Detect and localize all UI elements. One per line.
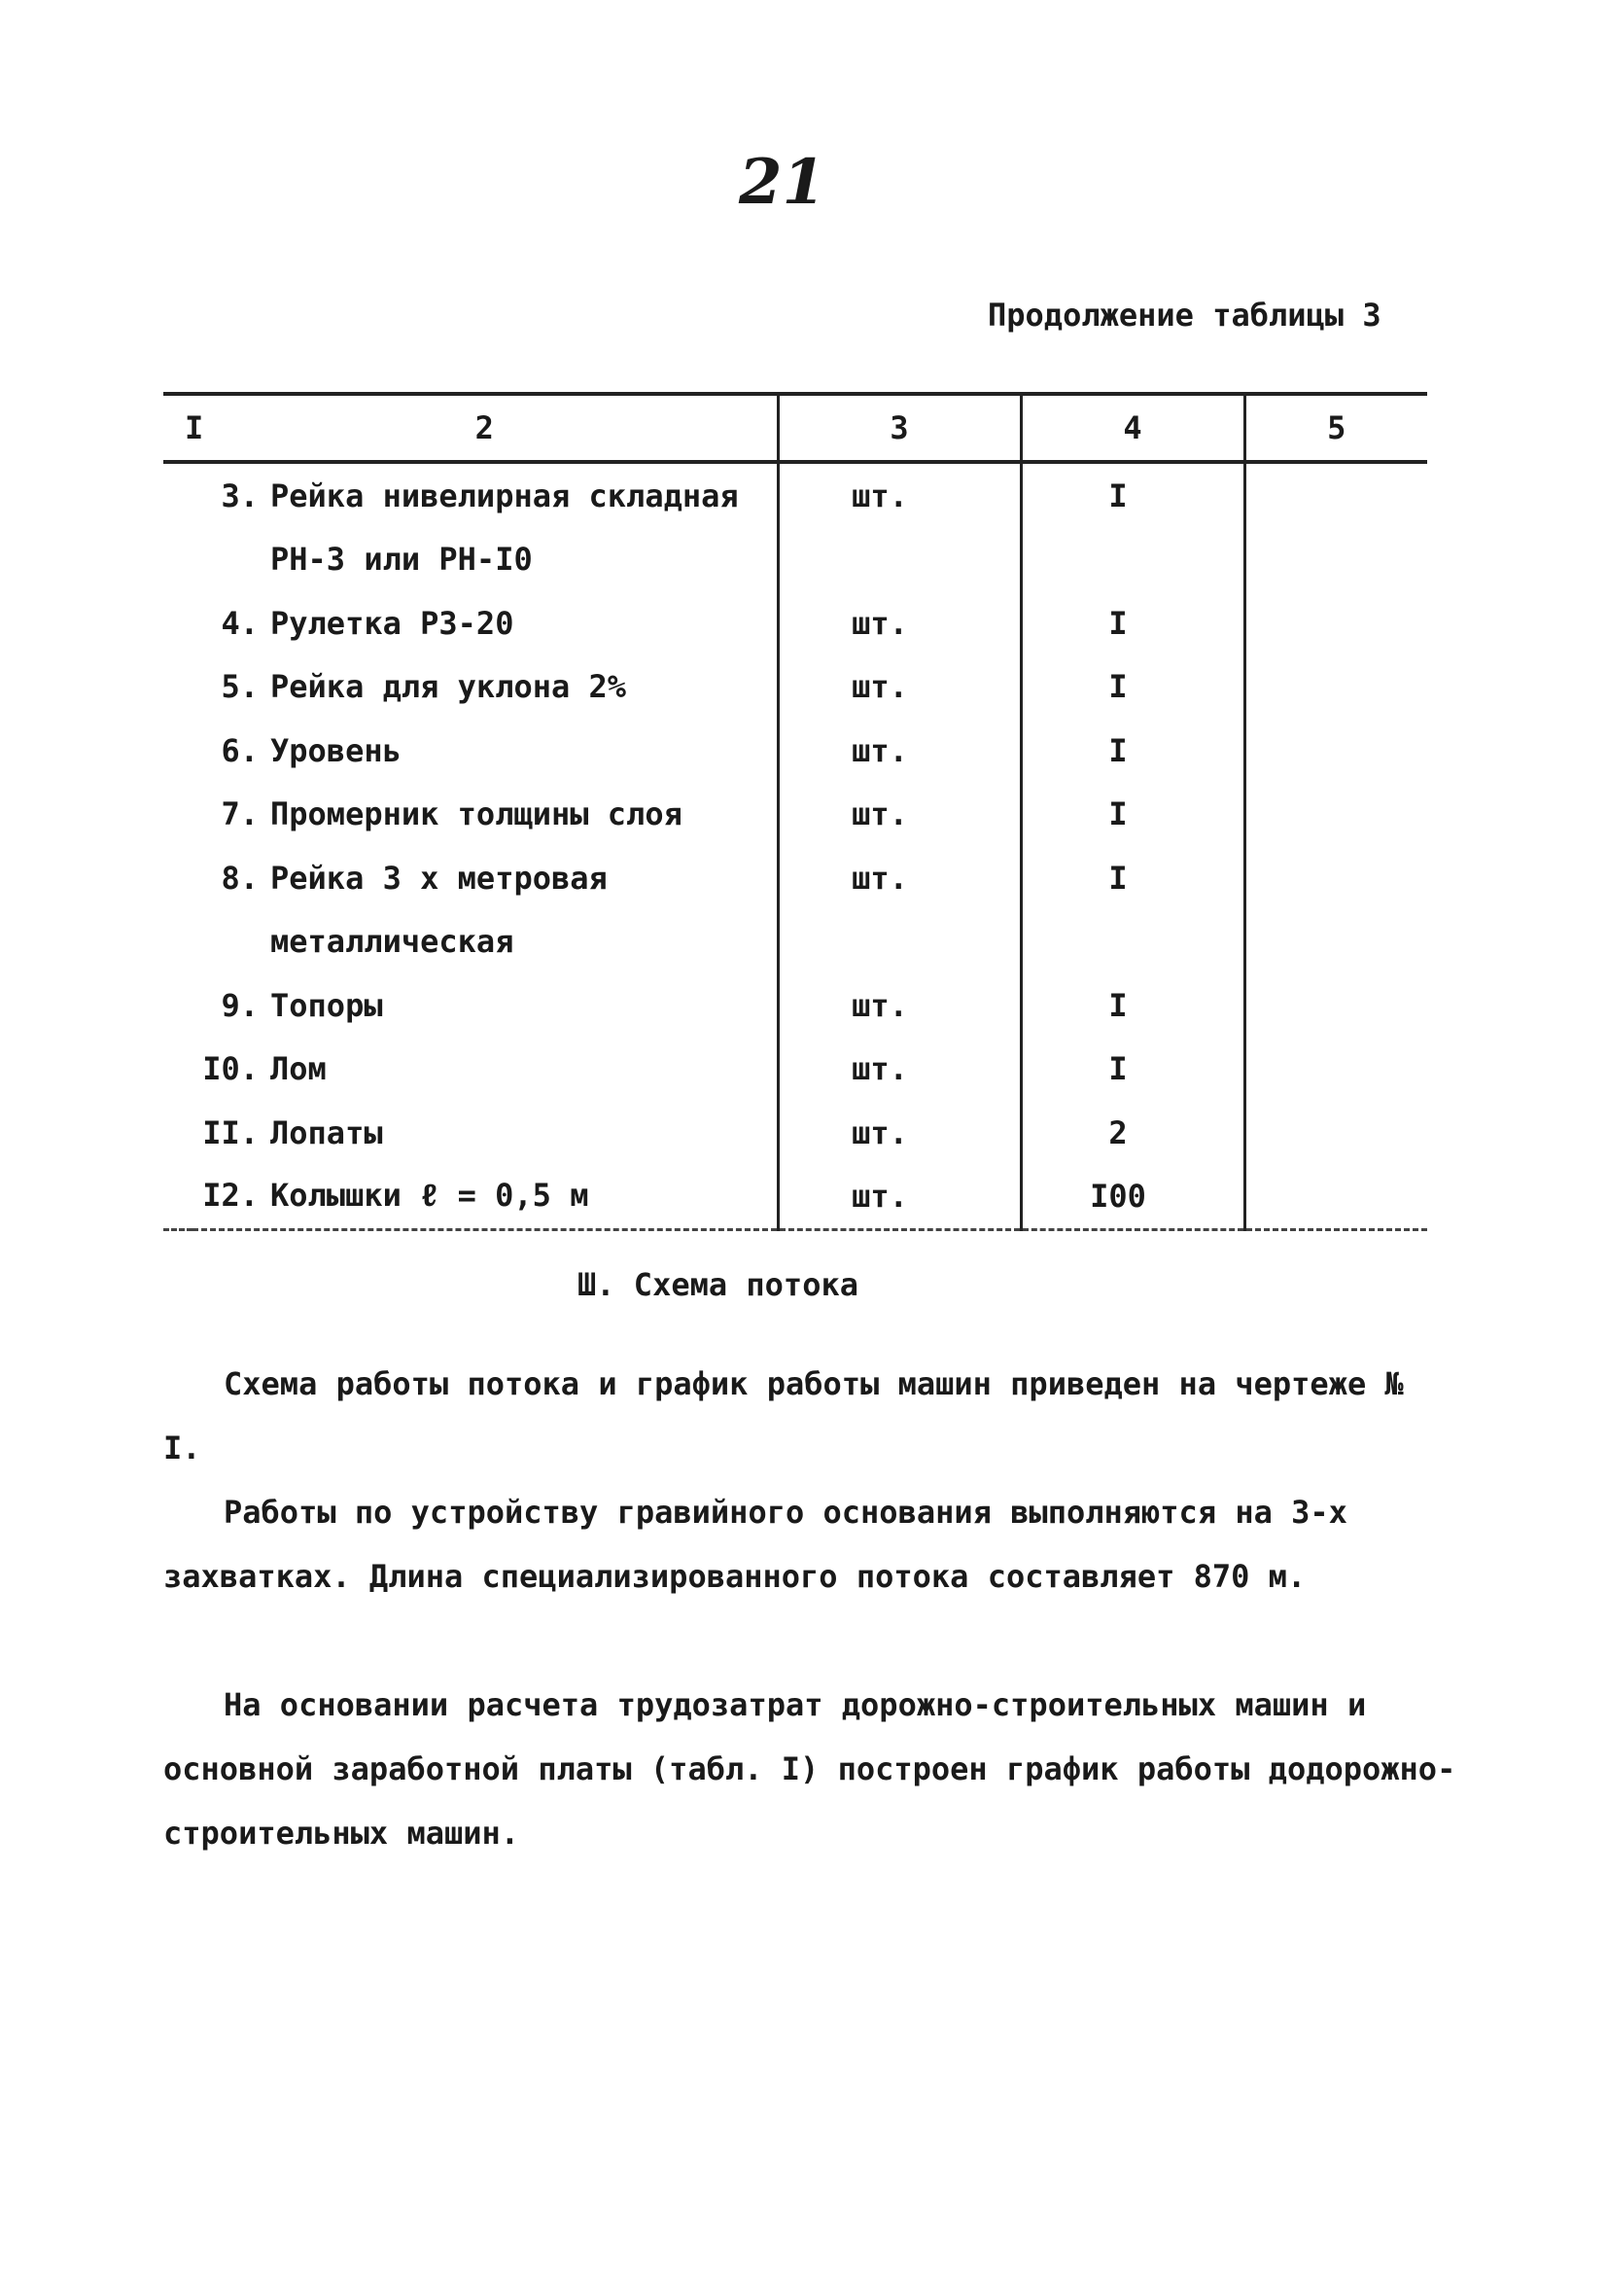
item-name-cell <box>192 591 778 655</box>
item-unit-cell: шт. <box>778 846 1021 910</box>
item-name: Промерник толщины слоя <box>270 795 682 833</box>
item-quantity-cell: I <box>1021 846 1244 910</box>
table-row <box>163 719 1427 783</box>
item-unit-cell: шт. <box>778 783 1021 847</box>
item-name-cell <box>192 1165 778 1230</box>
item-number: II. <box>202 1113 259 1151</box>
section-title: Ш. Схема потока <box>577 1266 858 1303</box>
paragraph-3 <box>163 1673 1456 1865</box>
item-quantity-cell: I <box>1021 462 1244 528</box>
row-spacer-cell <box>163 910 192 974</box>
item-number: 4. <box>221 604 259 642</box>
item-number: 7. <box>221 795 259 833</box>
table-row <box>163 528 1427 592</box>
table-row <box>163 655 1427 720</box>
item-name: Рейка нивелирная складная <box>270 477 739 514</box>
header-col-3: 3 <box>778 394 1021 462</box>
item-quantity-cell: I00 <box>1021 1165 1244 1230</box>
item-name: металлическая <box>270 923 514 961</box>
row-spacer-cell <box>163 591 192 655</box>
row-spacer-cell <box>163 528 192 592</box>
item-name: Рейка для уклона 2% <box>270 668 627 706</box>
item-name: Лопаты <box>270 1113 383 1151</box>
paragraph-2-text: Работы по устройству гравийного основания выполняются на 3-х захватках. Длина специализированного потока составляет 870 м. <box>163 1494 1347 1595</box>
item-note-cell <box>1244 783 1427 847</box>
item-name-cell <box>192 1038 778 1102</box>
table-row <box>163 1165 1427 1230</box>
row-spacer-cell <box>163 1038 192 1102</box>
item-name: Рейка 3 х метровая <box>270 859 608 897</box>
table-row <box>163 846 1427 910</box>
page-number: 21 <box>739 146 826 219</box>
item-quantity-cell: 2 <box>1021 1101 1244 1165</box>
item-number: I0. <box>202 1050 259 1088</box>
table-body <box>163 462 1427 1230</box>
table-row <box>163 591 1427 655</box>
item-name: Рулетка РЗ-20 <box>270 604 514 642</box>
table-row <box>163 910 1427 974</box>
row-spacer-cell <box>163 655 192 720</box>
item-note-cell <box>1244 528 1427 592</box>
item-quantity-cell: I <box>1021 973 1244 1038</box>
item-number: 8. <box>221 859 259 897</box>
item-quantity-cell: I <box>1021 783 1244 847</box>
item-quantity-cell <box>1021 528 1244 592</box>
item-name-cell <box>192 719 778 783</box>
item-name: РН-3 или РН-I0 <box>270 541 533 579</box>
item-unit-cell <box>778 528 1021 592</box>
item-name: Лом <box>270 1050 327 1088</box>
row-spacer-cell <box>163 462 192 528</box>
item-name: Колышки ℓ = 0,5 м <box>270 1177 589 1215</box>
table-row <box>163 973 1427 1038</box>
table-row <box>163 462 1427 528</box>
item-note-cell <box>1244 1038 1427 1102</box>
item-quantity-cell: I <box>1021 719 1244 783</box>
item-name-cell <box>192 1101 778 1165</box>
item-note-cell <box>1244 1101 1427 1165</box>
equipment-table-container <box>163 392 1427 1231</box>
item-note-cell <box>1244 846 1427 910</box>
item-name: Топоры <box>270 986 383 1024</box>
paragraph-2 <box>163 1480 1456 1608</box>
equipment-table <box>163 392 1427 1231</box>
row-spacer-cell <box>163 846 192 910</box>
item-number: 3. <box>221 477 259 514</box>
item-number: 5. <box>221 668 259 706</box>
item-note-cell <box>1244 910 1427 974</box>
table-header-row <box>163 394 1427 462</box>
item-unit-cell: шт. <box>778 462 1021 528</box>
item-name-cell <box>192 528 778 592</box>
item-unit-cell: шт. <box>778 973 1021 1038</box>
row-spacer-cell <box>163 1165 192 1230</box>
item-note-cell <box>1244 591 1427 655</box>
item-quantity-cell: I <box>1021 591 1244 655</box>
row-spacer-cell <box>163 783 192 847</box>
item-unit-cell <box>778 910 1021 974</box>
paragraph-3-text: На основании расчета трудозатрат дорожно-строительных машин и основной заработной платы (табл. I) построен график работы додорожно-строительных машин. <box>163 1686 1456 1852</box>
item-number: I2. <box>202 1177 259 1215</box>
item-name-cell <box>192 655 778 720</box>
item-name-cell <box>192 462 778 528</box>
item-name-cell <box>192 973 778 1038</box>
item-name: Уровень <box>270 731 402 769</box>
item-note-cell <box>1244 462 1427 528</box>
item-unit-cell: шт. <box>778 1165 1021 1230</box>
item-quantity-cell: I <box>1021 1038 1244 1102</box>
table-row <box>163 1101 1427 1165</box>
item-name-cell <box>192 846 778 910</box>
item-unit-cell: шт. <box>778 655 1021 720</box>
table-row <box>163 1038 1427 1102</box>
item-number: 6. <box>221 731 259 769</box>
item-name-cell <box>192 783 778 847</box>
header-col-2: 2 <box>192 394 778 462</box>
header-col-1: I <box>163 394 192 462</box>
item-quantity-cell <box>1021 910 1244 974</box>
table-caption: Продолжение таблицы 3 <box>988 297 1381 334</box>
item-unit-cell: шт. <box>778 1101 1021 1165</box>
table-row <box>163 783 1427 847</box>
item-name-cell <box>192 910 778 974</box>
item-unit-cell: шт. <box>778 591 1021 655</box>
item-number: 9. <box>221 986 259 1024</box>
row-spacer-cell <box>163 1101 192 1165</box>
item-note-cell <box>1244 655 1427 720</box>
header-col-5: 5 <box>1244 394 1427 462</box>
item-note-cell <box>1244 719 1427 783</box>
item-unit-cell: шт. <box>778 719 1021 783</box>
header-col-4: 4 <box>1021 394 1244 462</box>
item-quantity-cell: I <box>1021 655 1244 720</box>
paragraph-1-text: Схема работы потока и график работы машин приведен на чертеже № I. <box>163 1365 1404 1466</box>
item-note-cell <box>1244 1165 1427 1230</box>
paragraph-1 <box>163 1352 1456 1480</box>
row-spacer-cell <box>163 719 192 783</box>
item-unit-cell: шт. <box>778 1038 1021 1102</box>
item-note-cell <box>1244 973 1427 1038</box>
row-spacer-cell <box>163 973 192 1038</box>
